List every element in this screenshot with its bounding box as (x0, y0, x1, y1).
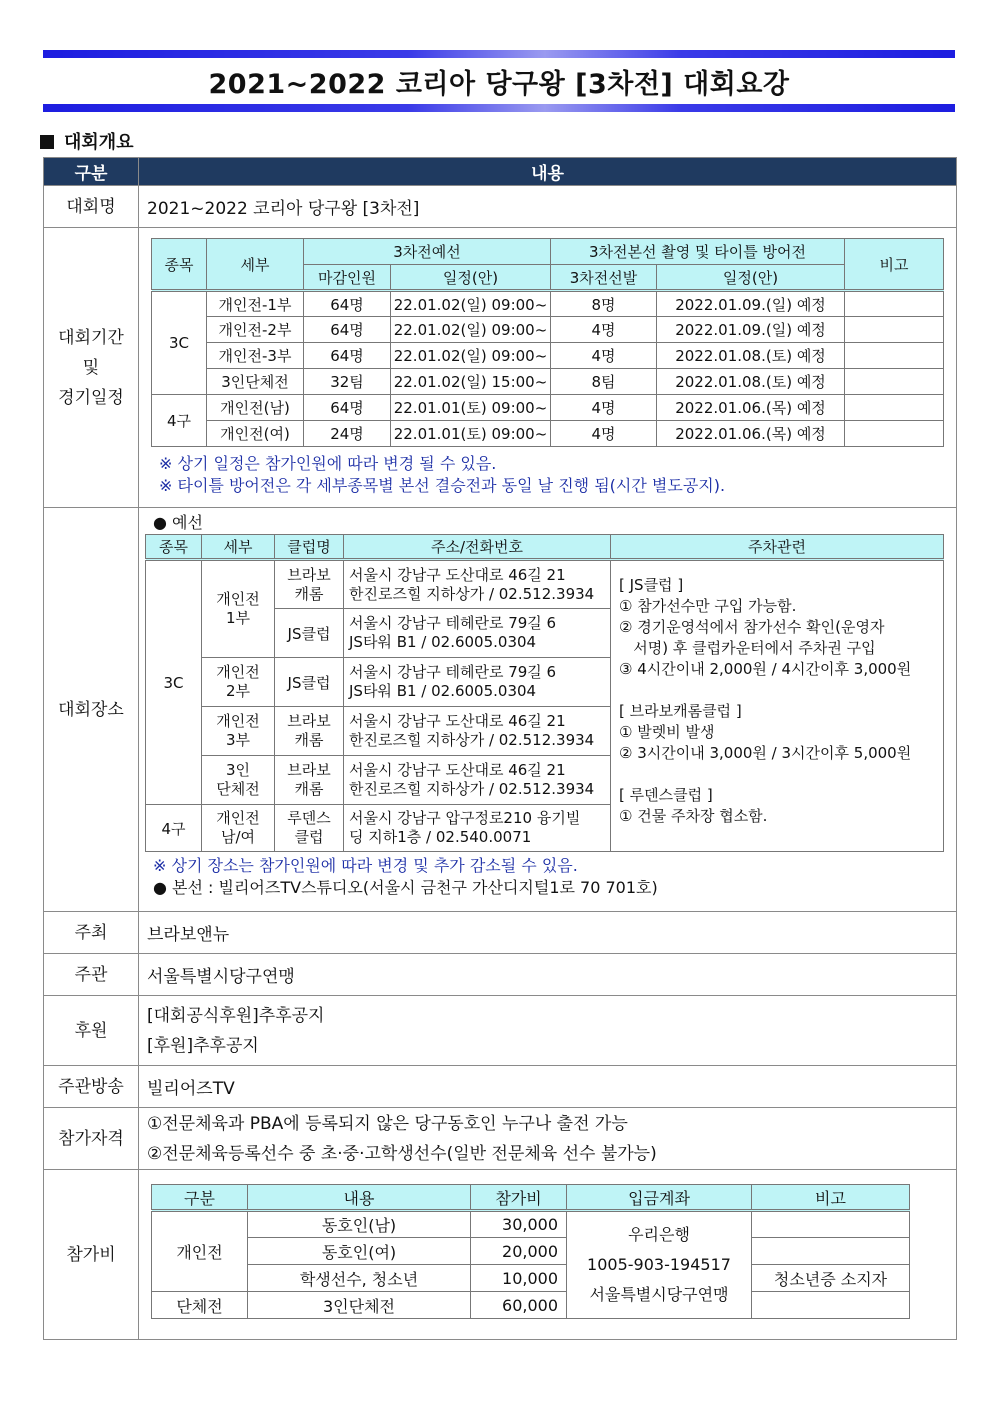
venue-club: JS클럽 (275, 658, 344, 707)
sched-deadline: 64명 (304, 343, 391, 369)
venue-addr (344, 609, 611, 658)
row-fee (44, 1170, 957, 1340)
sched-note (845, 317, 944, 343)
row-host (44, 912, 957, 954)
venue-addr-l2: 딩 지하1층 / 02.540.0071 (349, 828, 532, 846)
sched-deadline: 64명 (304, 291, 391, 317)
row-broadcast (44, 1066, 957, 1108)
fee-content: 동호인(남) (248, 1211, 471, 1238)
schedule-table (151, 238, 944, 447)
square-bullet-icon (40, 135, 54, 149)
venue-head (146, 535, 944, 560)
venue-head-addr: 주소/전화번호 (344, 535, 611, 560)
fee-note (752, 1292, 910, 1319)
fee-content: 동호인(여) (248, 1238, 471, 1265)
sched-head-final-date: 일정(안) (657, 265, 845, 291)
sched-date: 22.01.02(일) 09:00~ (391, 343, 551, 369)
sched-date: 22.01.02(일) 15:00~ (391, 369, 551, 395)
venue-club (275, 707, 344, 756)
venue-sub-l2: 2부 (225, 682, 251, 700)
table-row (152, 1238, 910, 1265)
venue-sub-l1: 개인전 (216, 809, 260, 827)
eligibility-line2: ②전문체육등록선수 중 초·중·고학생선수(일반 전문체육 선수 불가능) (147, 1143, 657, 1164)
row-organizer (44, 954, 957, 996)
sched-sub: 개인전-3부 (207, 343, 304, 369)
sched-selection: 8명 (551, 291, 657, 317)
venue-sub-l1: 개인전 (216, 663, 260, 681)
sched-head-prelim-date: 일정(안) (391, 265, 551, 291)
sched-note (845, 421, 944, 447)
fee-head-content: 내용 (248, 1185, 471, 1211)
parking-line: ② 3시간이내 3,000원 / 3시간이후 5,000원 (619, 744, 912, 762)
account-number: 1005-903-194517 (587, 1255, 731, 1274)
fee-table (151, 1184, 910, 1319)
sched-deadline: 24명 (304, 421, 391, 447)
section-heading (40, 128, 134, 154)
table-row (152, 317, 944, 343)
parking-line: ② 경기운영석에서 참가선수 확인(운영자 (619, 618, 885, 636)
venue-addr-l1: 서울시 강남구 도산대로 46길 21 (349, 761, 566, 779)
label-name: 대회명 (44, 186, 139, 228)
fee-head (152, 1185, 910, 1211)
venue-head-sub: 세부 (202, 535, 275, 560)
venue-event-3c: 3C (146, 560, 202, 805)
parking-spacer (619, 680, 943, 701)
section-heading-text: 대회개요 (64, 132, 134, 153)
overview-header (44, 158, 957, 186)
sched-sub: 개인전(남) (207, 395, 304, 421)
sched-head-prelim: 3차전예선 (304, 239, 551, 265)
sched-final-date: 2022.01.09.(일) 예정 (657, 317, 845, 343)
table-row (152, 421, 944, 447)
venue-addr-l1: 서울시 강남구 테헤란로 79길 6 (349, 614, 557, 632)
table-row (152, 395, 944, 421)
venue-sub-l1: 개인전 (216, 712, 260, 730)
sponsor-line1: [대회공식후원]추후공지 (147, 1005, 325, 1026)
venue-sub (202, 707, 275, 756)
fee-account (567, 1211, 752, 1319)
venue-addr-l1: 서울시 강남구 도산대로 46길 21 (349, 565, 566, 584)
parking-spacer (619, 764, 943, 785)
account-holder: 서울특별시당구연맹 (589, 1285, 729, 1304)
sched-head-note: 비고 (845, 239, 944, 291)
value-organizer: 서울특별시당구연맹 (139, 954, 957, 996)
fee-head-cat: 구분 (152, 1185, 248, 1211)
sched-date: 22.01.02(일) 09:00~ (391, 291, 551, 317)
parking-line: ① 발렛비 발생 (619, 723, 715, 741)
venue-club (275, 756, 344, 805)
venue-club-l2: 캐롬 (294, 731, 324, 749)
label-schedule-line2: 및 (82, 357, 100, 378)
header-content: 내용 (139, 158, 957, 186)
table-row (152, 369, 944, 395)
sched-head-event: 종목 (152, 239, 207, 291)
sched-event-4ball: 4구 (152, 395, 207, 447)
sched-note (845, 369, 944, 395)
venue-club-l1: 브라보 (287, 565, 331, 584)
venue-sub-l2: 남/여 (220, 828, 256, 846)
venue-addr (344, 560, 611, 609)
eligibility-line1: ①전문체육과 PBA에 등록되지 않은 당구동호인 누구나 출전 가능 (147, 1113, 628, 1134)
table-row (152, 343, 944, 369)
sched-final-date: 2022.01.09.(일) 예정 (657, 291, 845, 317)
title-bar-bottom (43, 104, 955, 112)
sched-head-sub: 세부 (207, 239, 304, 291)
venue-cell (139, 508, 957, 912)
venue-addr-l1: 서울시 강남구 테헤란로 79길 6 (349, 663, 557, 681)
parking-line: ① 건물 주차장 협소함. (619, 807, 768, 825)
fee-note-youth: 청소년증 소지자 (752, 1265, 910, 1292)
sched-final-date: 2022.01.06.(목) 예정 (657, 421, 845, 447)
fee-amount: 60,000 (471, 1292, 567, 1319)
sched-sub: 3인단체전 (207, 369, 304, 395)
sponsor-line2: [후원]추후공지 (147, 1035, 259, 1056)
venue-addr (344, 756, 611, 805)
venue-addr-l2: JS타워 B1 / 02.6005.0304 (349, 682, 537, 700)
row-name (44, 186, 957, 228)
sched-selection: 4명 (551, 343, 657, 369)
fee-cell (139, 1170, 957, 1340)
sched-note (845, 343, 944, 369)
label-schedule-line1: 대회기간 (58, 327, 124, 348)
venue-sub (202, 560, 275, 658)
venue-addr-l2: 한진로즈힐 지하상가 / 02.512.3934 (349, 780, 595, 798)
table-row (152, 291, 944, 317)
sched-selection: 8팀 (551, 369, 657, 395)
label-organizer: 주관 (44, 954, 139, 996)
value-sponsor (139, 996, 957, 1066)
label-eligibility: 참가자격 (44, 1108, 139, 1170)
sched-head-selection: 3차전선발 (551, 265, 657, 291)
sched-selection: 4명 (551, 317, 657, 343)
schedule-head-row1 (152, 239, 944, 265)
venue-head-event: 종목 (146, 535, 202, 560)
venue-addr (344, 805, 611, 852)
venue-note: ※ 상기 장소는 참가인원에 따라 변경 및 추가 감소될 수 있음. (153, 856, 578, 875)
account-bank: 우리은행 (628, 1225, 690, 1244)
label-broadcast: 주관방송 (44, 1066, 139, 1108)
table-row (146, 560, 944, 609)
venue-addr-l1: 서울시 강남구 도산대로 46길 21 (349, 712, 566, 730)
schedule-note-1: ※ 상기 일정은 참가인원에 따라 변경 될 수 있음. (159, 454, 497, 473)
fee-content: 3인단체전 (248, 1292, 471, 1319)
title-block (43, 50, 955, 114)
sched-date: 22.01.02(일) 09:00~ (391, 317, 551, 343)
venue-addr-l2: 한진로즈힐 지하상가 / 02.512.3934 (349, 584, 595, 603)
fee-note (752, 1211, 910, 1238)
overview-table (43, 157, 957, 1340)
table-row (152, 1265, 910, 1292)
sched-selection: 4명 (551, 395, 657, 421)
fee-head-fee: 참가비 (471, 1185, 567, 1211)
venue-club-l1: 브라보 (287, 761, 331, 779)
venue-addr-l2: 한진로즈힐 지하상가 / 02.512.3934 (349, 731, 595, 749)
sched-deadline: 64명 (304, 395, 391, 421)
label-host: 주최 (44, 912, 139, 954)
sched-sub: 개인전-2부 (207, 317, 304, 343)
fee-cat-individual: 개인전 (152, 1211, 248, 1292)
fee-note (752, 1238, 910, 1265)
sched-sub: 개인전-1부 (207, 291, 304, 317)
venue-addr-l1: 서울시 강남구 압구정로210 융기빌 (349, 809, 581, 827)
table-row (152, 1211, 910, 1238)
venue-event-4ball: 4구 (146, 805, 202, 852)
sched-selection: 4명 (551, 421, 657, 447)
row-schedule (44, 228, 957, 508)
row-venue (44, 508, 957, 912)
parking-line: [ JS클럽 ] (619, 576, 684, 594)
venue-sub-l1: 개인전 (216, 590, 260, 608)
sched-deadline: 32팀 (304, 369, 391, 395)
parking-line: ① 참가선수만 구입 가능함. (619, 597, 797, 615)
sched-note (845, 291, 944, 317)
venue-prelim-title: ● 예선 (153, 513, 203, 532)
venue-club-l2: 캐롬 (294, 780, 324, 798)
venue-club-l2: 캐롬 (294, 584, 324, 603)
venue-head-parking: 주차관련 (611, 535, 944, 560)
venue-addr-l2: JS타워 B1 / 02.6005.0304 (349, 633, 537, 651)
sched-head-deadline: 마감인원 (304, 265, 391, 291)
sched-final-date: 2022.01.08.(토) 예정 (657, 369, 845, 395)
fee-content: 학생선수, 청소년 (248, 1265, 471, 1292)
venue-club-l1: 브라보 (287, 712, 331, 730)
venue-sub-l2: 단체전 (216, 780, 260, 798)
sched-deadline: 64명 (304, 317, 391, 343)
venue-sub (202, 658, 275, 707)
label-fee: 참가비 (44, 1170, 139, 1340)
fee-head-account: 입금계좌 (567, 1185, 752, 1211)
sched-final-date: 2022.01.06.(목) 예정 (657, 395, 845, 421)
value-name: 2021~2022 코리아 당구왕 [3차전] (139, 186, 957, 228)
page-title: 2021~2022 코리아 당구왕 [3차전] 대회요강 (208, 69, 790, 100)
row-sponsor (44, 996, 957, 1066)
sched-sub: 개인전(여) (207, 421, 304, 447)
table-row (152, 1292, 910, 1319)
venue-parking (611, 560, 944, 852)
parking-line: ③ 4시간이내 2,000원 / 4시간이후 3,000원 (619, 660, 912, 678)
sched-note (845, 395, 944, 421)
venue-head-club: 클럽명 (275, 535, 344, 560)
fee-amount: 20,000 (471, 1238, 567, 1265)
schedule-note-2: ※ 타이틀 방어전은 각 세부종목별 본선 결승전과 동일 날 진행 됨(시간 별도공지). (159, 476, 726, 495)
venue-club-l2: 클럽 (294, 828, 324, 846)
sched-head-final: 3차전본선 촬영 및 타이틀 방어전 (551, 239, 845, 265)
label-venue: 대회장소 (44, 508, 139, 912)
venue-sub (202, 756, 275, 805)
sched-date: 22.01.01(토) 09:00~ (391, 421, 551, 447)
label-schedule (44, 228, 139, 508)
parking-line: [ 브라보캐롬클럽 ] (619, 702, 742, 720)
sched-date: 22.01.01(토) 09:00~ (391, 395, 551, 421)
venue-club (275, 560, 344, 609)
venue-addr (344, 707, 611, 756)
parking-line: 서명) 후 클럽카운터에서 주차권 구입 (619, 639, 876, 657)
venue-addr (344, 658, 611, 707)
venue-sub-l2: 1부 (225, 609, 251, 627)
fee-cat-team: 단체전 (152, 1292, 248, 1319)
venue-sub (202, 805, 275, 852)
title-bar-top (43, 50, 955, 58)
sched-event-3c: 3C (152, 291, 207, 395)
venue-club: JS클럽 (275, 609, 344, 658)
parking-line: [ 루덴스클럽 ] (619, 786, 713, 804)
value-eligibility (139, 1108, 957, 1170)
header-category: 구분 (44, 158, 139, 186)
schedule-cell (139, 228, 957, 508)
venue-club (275, 805, 344, 852)
venue-table (145, 534, 944, 852)
sched-final-date: 2022.01.08.(토) 예정 (657, 343, 845, 369)
label-sponsor: 후원 (44, 996, 139, 1066)
venue-sub-l2: 3부 (225, 731, 251, 749)
venue-club-l1: 루덴스 (287, 809, 331, 827)
fee-amount: 10,000 (471, 1265, 567, 1292)
value-broadcast: 빌리어즈TV (139, 1066, 957, 1108)
value-host: 브라보앤뉴 (139, 912, 957, 954)
row-eligibility (44, 1108, 957, 1170)
venue-final-line: ● 본선 : 빌리어즈TV스튜디오(서울시 금천구 가산디지털1로 70 701호) (153, 878, 658, 897)
label-schedule-line3: 경기일정 (58, 387, 124, 408)
venue-sub-l1: 3인 (225, 761, 251, 779)
fee-amount: 30,000 (471, 1211, 567, 1238)
fee-head-note: 비고 (752, 1185, 910, 1211)
